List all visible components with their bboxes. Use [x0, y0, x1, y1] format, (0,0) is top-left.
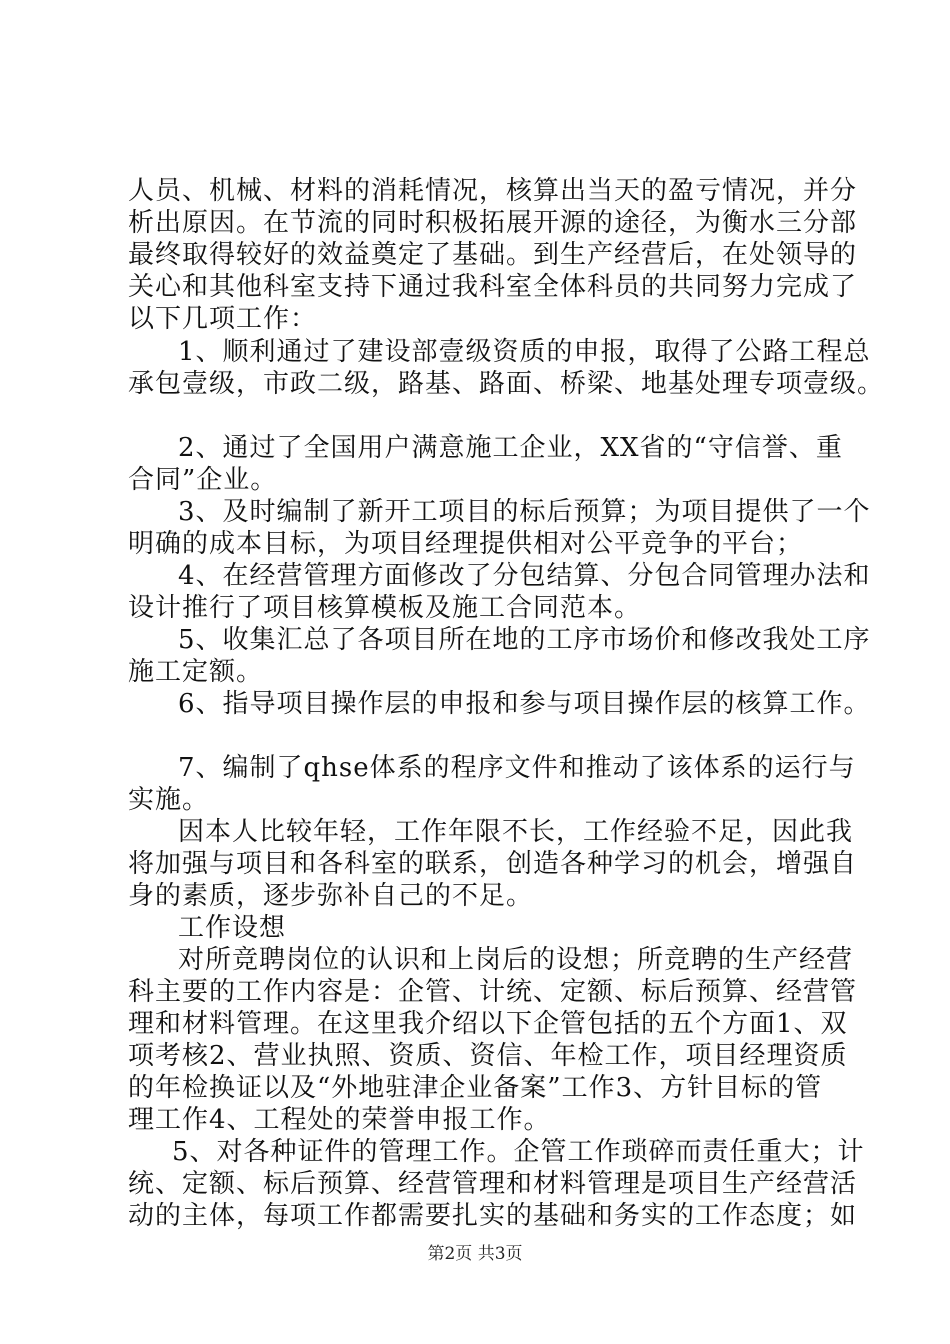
text-line: 5、对各种证件的管理工作。企管工作琐碎而责任重大；计 — [172, 1137, 865, 1167]
text-line: 因本人比较年轻，工作年限不长，工作经验不足，因此我 — [178, 817, 854, 847]
text-line: 设计推行了项目核算模板及施工合同范本。 — [128, 593, 642, 623]
text-line: 4、在经营管理方面修改了分包结算、分包合同管理办法和 — [178, 561, 871, 591]
text-line: 统、定额、标后预算、经营管理和材料管理是项目生产经营活 — [128, 1169, 858, 1199]
text-line: 科主要的工作内容是：企管、计统、定额、标后预算、经营管 — [128, 977, 858, 1007]
text-line: 的年检换证以及“外地驻津企业备案”工作3、方针目标的管 — [128, 1073, 823, 1103]
text-line: 对所竞聘岗位的认识和上岗后的设想；所竞聘的生产经营 — [178, 945, 854, 975]
text-line: 将加强与项目和各科室的联系，创造各种学习的机会，增强自 — [128, 849, 858, 879]
text-line: 动的主体，每项工作都需要扎实的基础和务实的工作态度；如 — [128, 1201, 858, 1231]
text-line: 6、指导项目操作层的申报和参与项目操作层的核算工作。 — [178, 689, 871, 719]
text-line: 项考核2、营业执照、资质、资信、年检工作，项目经理资质 — [128, 1041, 848, 1071]
text-line: 最终取得较好的效益奠定了基础。到生产经营后，在处领导的 — [128, 240, 858, 270]
text-line: 5、收集汇总了各项目所在地的工序市场价和修改我处工序 — [178, 625, 871, 655]
text-line: 实施。 — [128, 785, 210, 815]
text-line: 明确的成本目标，为项目经理提供相对公平竞争的平台； — [128, 529, 804, 559]
text-line: 3、及时编制了新开工项目的标后预算；为项目提供了一个 — [178, 497, 871, 527]
text-line: 身的素质，逐步弥补自己的不足。 — [128, 881, 534, 911]
page-number-footer: 第2页 共3页 — [427, 1244, 523, 1264]
text-line: 合同”企业。 — [128, 465, 278, 495]
section-heading: 工作设想 — [178, 913, 287, 943]
text-line: 施工定额。 — [128, 657, 264, 687]
text-line: 7、编制了qhse体系的程序文件和推动了该体系的运行与 — [178, 753, 856, 783]
text-line: 以下几项工作： — [128, 304, 318, 334]
text-line: 2、通过了全国用户满意施工企业，XX省的“守信誉、重 — [178, 433, 843, 463]
text-line: 理和材料管理。在这里我介绍以下企管包括的五个方面1、双 — [128, 1009, 848, 1039]
text-line: 理工作4、工程处的荣誉申报工作。 — [128, 1105, 551, 1135]
text-line: 析出原因。在节流的同时积极拓展开源的途径，为衡水三分部 — [128, 208, 858, 238]
text-line: 人员、机械、材料的消耗情况，核算出当天的盈亏情况，并分 — [128, 176, 858, 206]
text-line: 1、顺利通过了建设部壹级资质的申报，取得了公路工程总 — [178, 337, 871, 367]
text-line: 承包壹级，市政二级，路基、路面、桥梁、地基处理专项壹级。 — [128, 369, 885, 399]
text-line: 关心和其他科室支持下通过我科室全体科员的共同努力完成了 — [128, 272, 858, 302]
